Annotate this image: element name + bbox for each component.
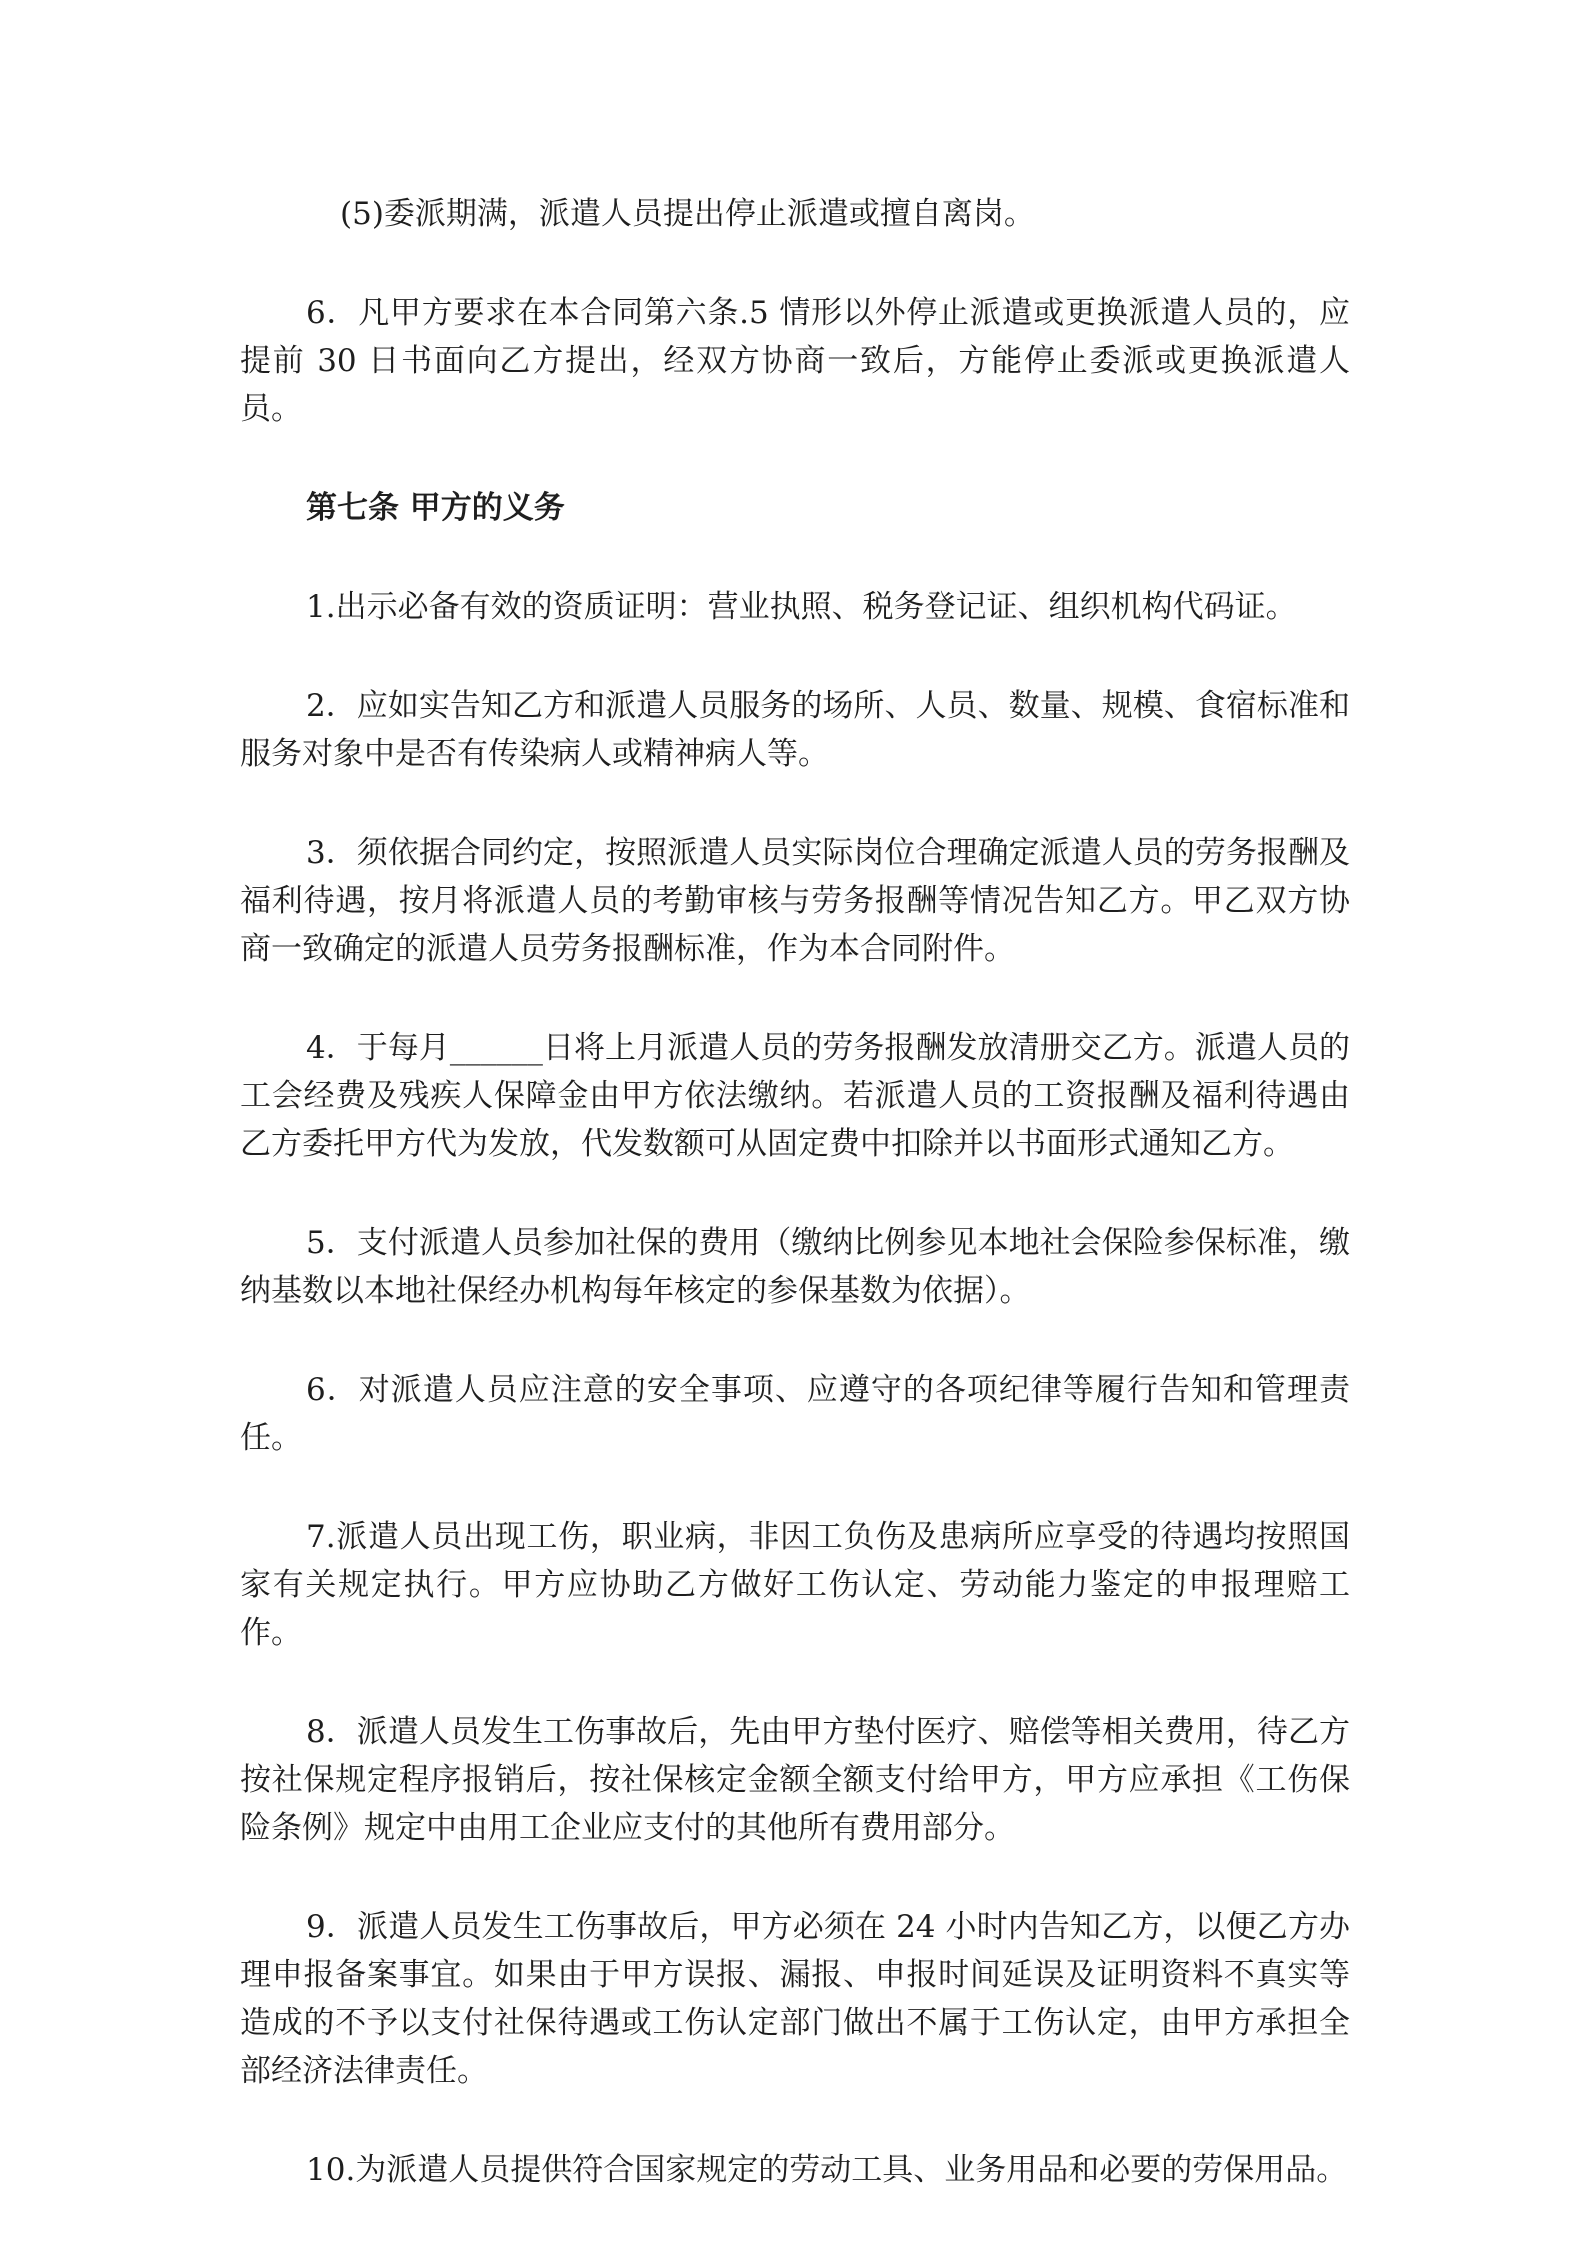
paragraph-clause-7-5: 5．支付派遣人员参加社保的费用（缴纳比例参见本地社会保险参保标准，缴纳基数以本地社保经办机构每年核定的参保基数为依据）。 [240,1225,1350,1309]
paragraph-clause-7-4: 4．于每月______日将上月派遣人员的劳务报酬发放清册交乙方。派遣人员的工会经费及残疾人保障金由甲方依法缴纳。若派遣人员的工资报酬及福利待遇由乙方委托甲方代为发放，代发数额可从固定费中扣除并以书面形式通知乙方。 [240,1030,1350,1162]
document-body [240,190,1350,2245]
paragraph-clause-7-1: 1.出示必备有效的资质证明：营业执照、税务登记证、组织机构代码证。 [306,589,1297,625]
paragraph-clause-7-7: 7.派遣人员出现工伤，职业病，非因工负伤及患病所应享受的待遇均按照国家有关规定执行。甲方应协助乙方做好工伤认定、劳动能力鉴定的申报理赔工作。 [240,1519,1350,1651]
paragraph-clause-7-8: 8．派遣人员发生工伤事故后，先由甲方垫付医疗、赔偿等相关费用，待乙方按社保规定程序报销后，按社保核定金额全额支付给甲方，甲方应承担《工伤保险条例》规定中由用工企业应支付的其他所有费用部分。 [240,1714,1350,1846]
paragraph-clause-6-6: 6．凡甲方要求在本合同第六条.5 情形以外停止派遣或更换派遣人员的，应提前 30 日书面向乙方提出，经双方协商一致后，方能停止委派或更换派遣人员。 [240,295,1350,427]
paragraph-clause-7-3: 3．须依据合同约定，按照派遣人员实际岗位合理确定派遣人员的劳务报酬及福利待遇，按月将派遣人员的考勤审核与劳务报酬等情况告知乙方。甲乙双方协商一致确定的派遣人员劳务报酬标准，作为本合同附件。 [240,835,1350,967]
paragraph-clause-7-6: 6．对派遣人员应注意的安全事项、应遵守的各项纪律等履行告知和管理责任。 [240,1372,1350,1456]
paragraph-clause-7-2: 2．应如实告知乙方和派遣人员服务的场所、人员、数量、规模、食宿标准和服务对象中是否有传染病人或精神病人等。 [240,688,1350,772]
paragraph-clause-5-5: (5)委派期满，派遣人员提出停止派遣或擅自离岗。 [340,196,1035,232]
section-heading-article-7: 第七条 甲方的义务 [306,490,565,526]
paragraph-clause-7-9: 9．派遣人员发生工伤事故后，甲方必须在 24 小时内告知乙方，以便乙方办理申报备案事宜。如果由于甲方误报、漏报、申报时间延误及证明资料不真实等造成的不予以支付社保待遇或工伤认定部门做出不属于工伤认定，由甲方承担全部经济法律责任。 [240,1909,1350,2089]
paragraph-clause-7-10: 10.为派遣人员提供符合国家规定的劳动工具、业务用品和必要的劳保用品。 [306,2152,1348,2188]
